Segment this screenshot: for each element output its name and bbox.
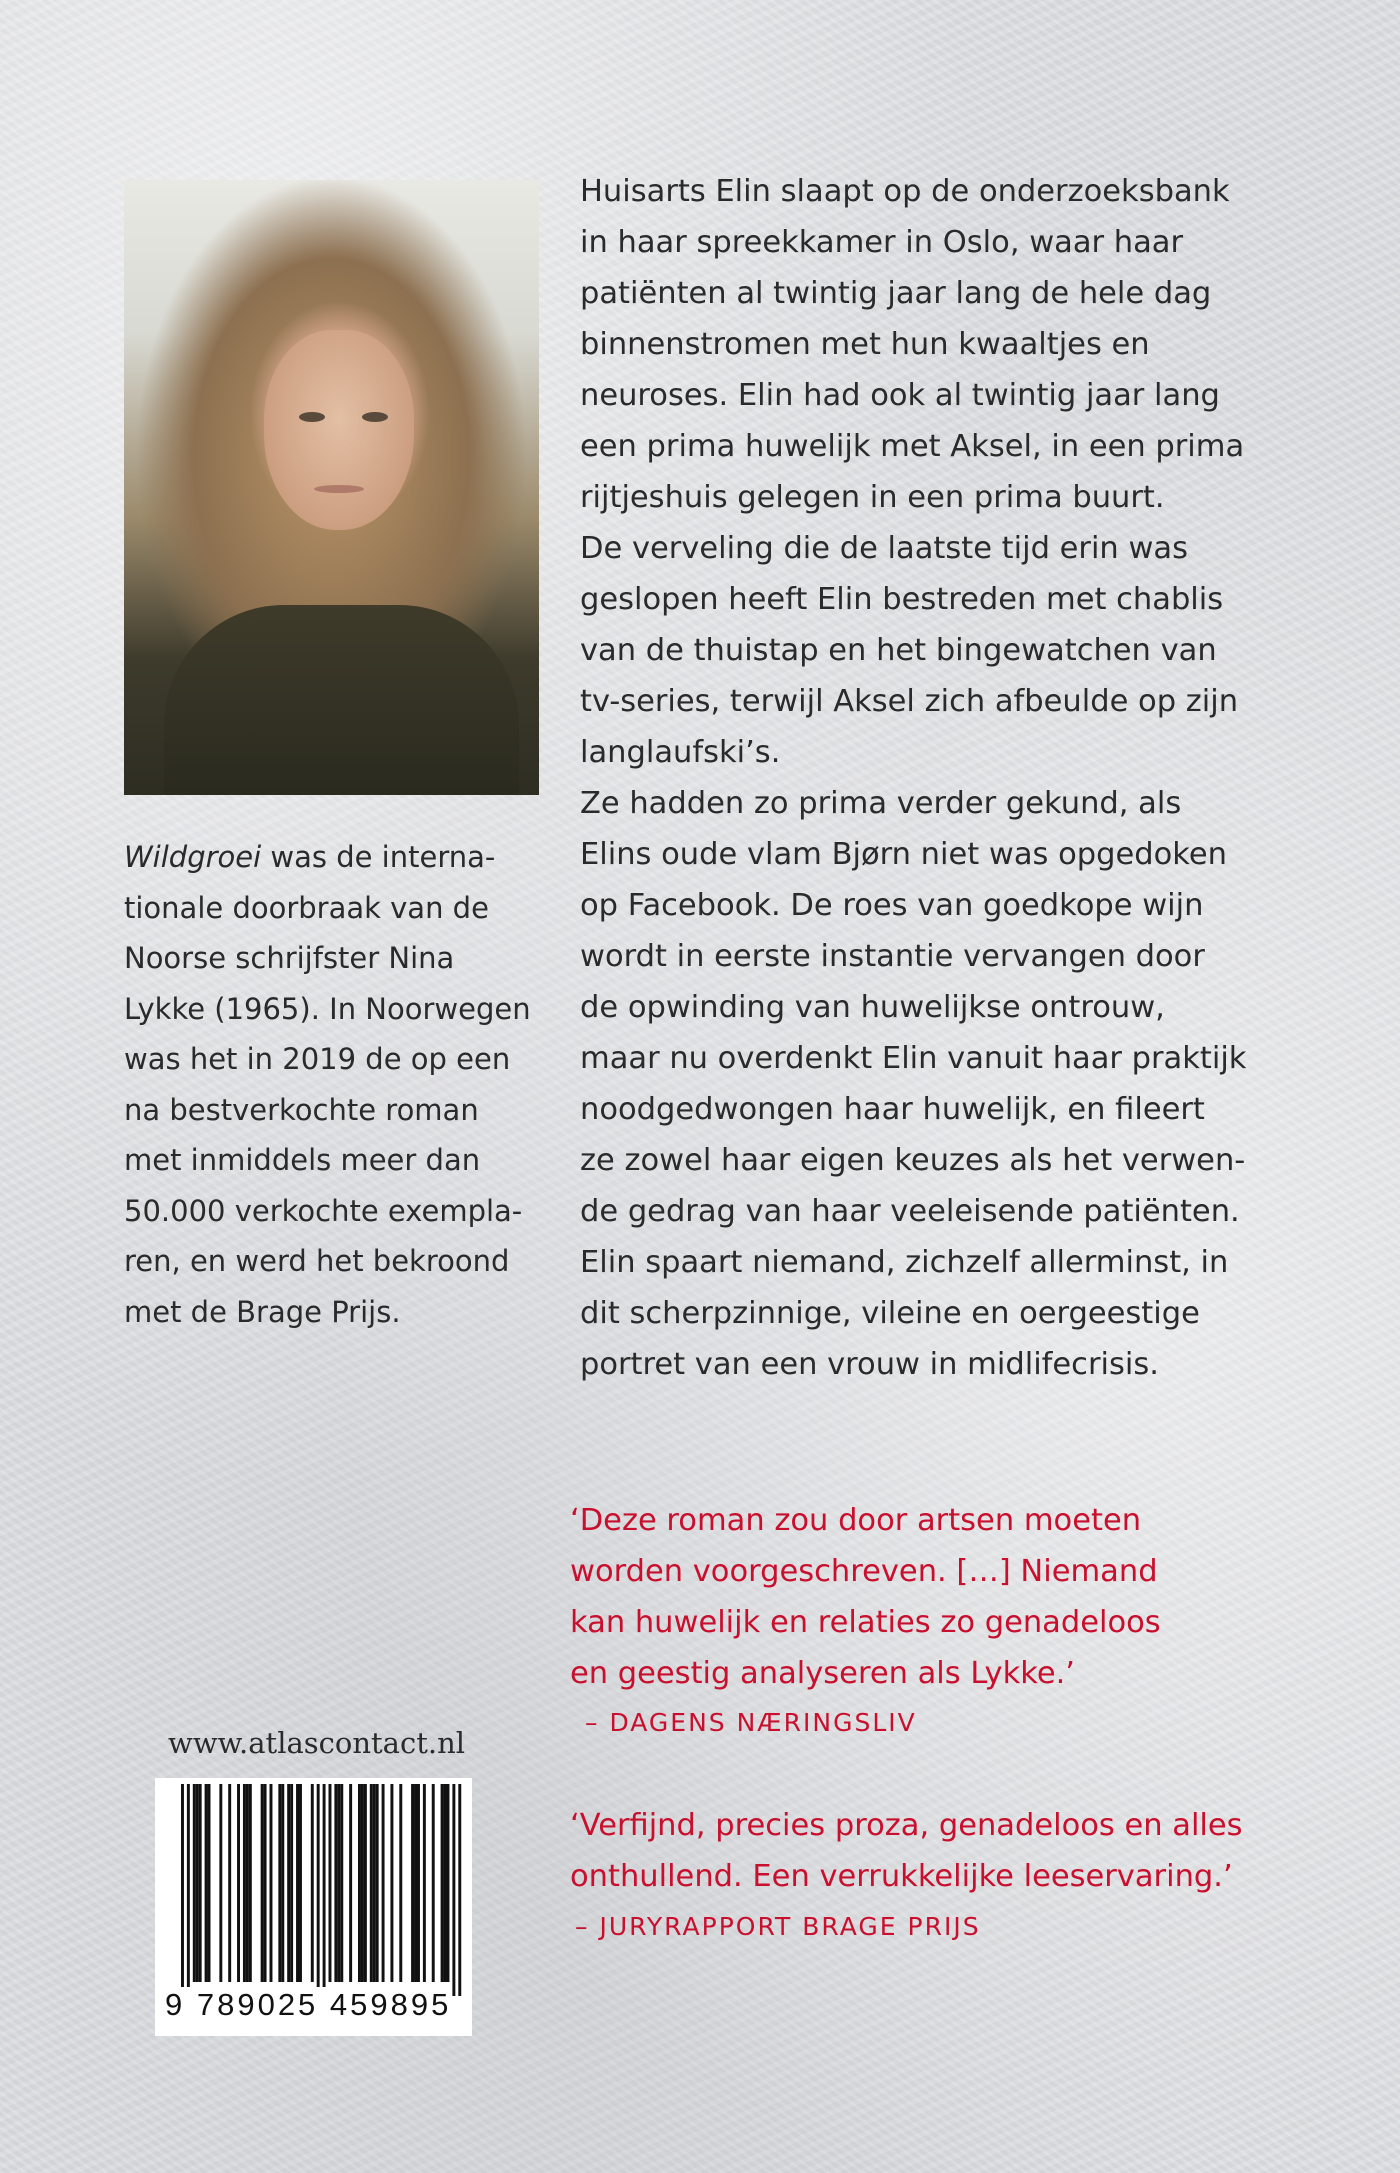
barcode-bar [281, 1784, 284, 1982]
barcode-bar [270, 1784, 273, 1982]
barcode-bar [237, 1784, 240, 1982]
barcode-bar [311, 1784, 314, 1982]
barcode-bar [181, 1784, 184, 1996]
barcode-bar [364, 1784, 367, 1982]
review-quote-1: ‘Deze roman zou door artsen moeten worden voorgeschreven. […] Niemand kan huwelijk en relaties zo genadeloos en geestig analyseren als Lykke.’ [570, 1503, 1161, 1691]
barcode-bar [246, 1784, 249, 1982]
barcode-bar [193, 1784, 196, 1982]
barcode-bar [414, 1784, 417, 1982]
author-bio-text: was de interna- tionale doorbraak van de Noorse schrijfster Nina Lykke (1965). In Noorwegen was het in 2019 de op een na bestverkochte roman met inmiddels meer dan 50.000 verkochte exempla- ren, en werd het bekroond met de Brage Prijs. [124, 840, 531, 1329]
author-photo-face [264, 330, 414, 530]
barcode-bar [290, 1784, 293, 1982]
barcode-bar [444, 1784, 447, 1982]
publisher-url: www.atlascontact.nl [168, 1726, 466, 1760]
author-photo [124, 180, 539, 795]
barcode-bar [373, 1784, 376, 1982]
author-bio [124, 832, 544, 1337]
review-attribution-2: – JURYRAPPORT BRAGE PRIJS [575, 1912, 981, 1941]
barcode-bar [349, 1784, 352, 1982]
barcode-bar [447, 1784, 450, 1982]
barcode-bar [432, 1784, 435, 1982]
author-photo-mouth [314, 485, 364, 493]
barcode-bar [382, 1784, 385, 1982]
book-title: Wildgroei [124, 840, 262, 874]
barcode-bar [340, 1784, 343, 1982]
barcode-bar [334, 1784, 337, 1982]
barcode-bar [329, 1784, 332, 1982]
barcode-bar [205, 1784, 208, 1982]
barcode-bar [249, 1784, 252, 1982]
barcode-bar [243, 1784, 246, 1982]
barcode-bar [376, 1784, 379, 1982]
barcode-bar [423, 1784, 426, 1982]
barcode-bar [411, 1784, 414, 1982]
review-quote-2: ‘Verfijnd, precies proza, genadeloos en alles onthullend. Een verrukkelijke leeservaring.’ [570, 1808, 1243, 1894]
barcode-bar [361, 1784, 364, 1982]
barcode-bar [452, 1784, 455, 1996]
barcode-bar [358, 1784, 361, 1982]
barcode-bar [323, 1784, 326, 1996]
barcode-bar [296, 1784, 299, 1982]
barcode-bar [261, 1784, 264, 1982]
barcode-bar [337, 1784, 340, 1982]
barcode-bar [399, 1784, 402, 1982]
barcode-bar [390, 1784, 393, 1982]
barcode-bar [228, 1784, 231, 1982]
barcode-bar [287, 1784, 290, 1982]
barcode-bar [187, 1784, 190, 1996]
author-photo-eye-left [299, 412, 325, 422]
barcode-bar [219, 1784, 222, 1982]
barcode-bar [264, 1784, 267, 1982]
book-blurb: Huisarts Elin slaapt op de onderzoeksbank in haar spreekkamer in Oslo, waar haar patiënten al twintig jaar lang de hele dag binnenstromen met hun kwaaltjes en neuroses. Elin had ook al twintig jaar lang een prima huwelijk met Aksel, in een prima rijtjeshuis gelegen in een prima buurt. De verveling die de laatste tijd erin was geslopen heeft Elin bestreden met chablis van de thuistap en het bingewatchen van tv-series, terwijl Aksel zich afbeulde op zijn langlaufski’s. Ze hadden zo prima verder gekund, als Elins oude vlam Bjørn niet was opgedoken op Facebook. De roes van goedkope wijn wordt in eerste instantie vervangen door de opwinding van huwelijkse ontrouw, maar nu overdenkt Elin vanuit haar praktijk noodgedwongen haar huwelijk, en fileert ze zowel haar eigen keuzes als het verwen- de gedrag van haar veeleisende patiënten. Elin spaart niemand, zichzelf allerminst, in dit scherpzinnige, vileine en oergeestige portret van een vrouw in midlifecrisis. [580, 174, 1247, 1382]
barcode-bar [441, 1784, 444, 1982]
barcode-bar [317, 1784, 320, 1996]
barcode-bar [208, 1784, 211, 1982]
barcode-bar [370, 1784, 373, 1982]
author-photo-eye-right [362, 412, 388, 422]
review-attribution-1: – DAGENS NÆRINGSLIV [585, 1708, 917, 1737]
barcode-bar [196, 1784, 199, 1982]
barcode-bar [278, 1784, 281, 1982]
barcode-bar [199, 1784, 202, 1982]
barcode-bar [417, 1784, 420, 1982]
author-photo-shirt [164, 605, 519, 795]
isbn-number: 9 789025 459895 [165, 1987, 452, 2022]
barcode-bar [458, 1784, 461, 1996]
barcode-bar [299, 1784, 302, 1982]
